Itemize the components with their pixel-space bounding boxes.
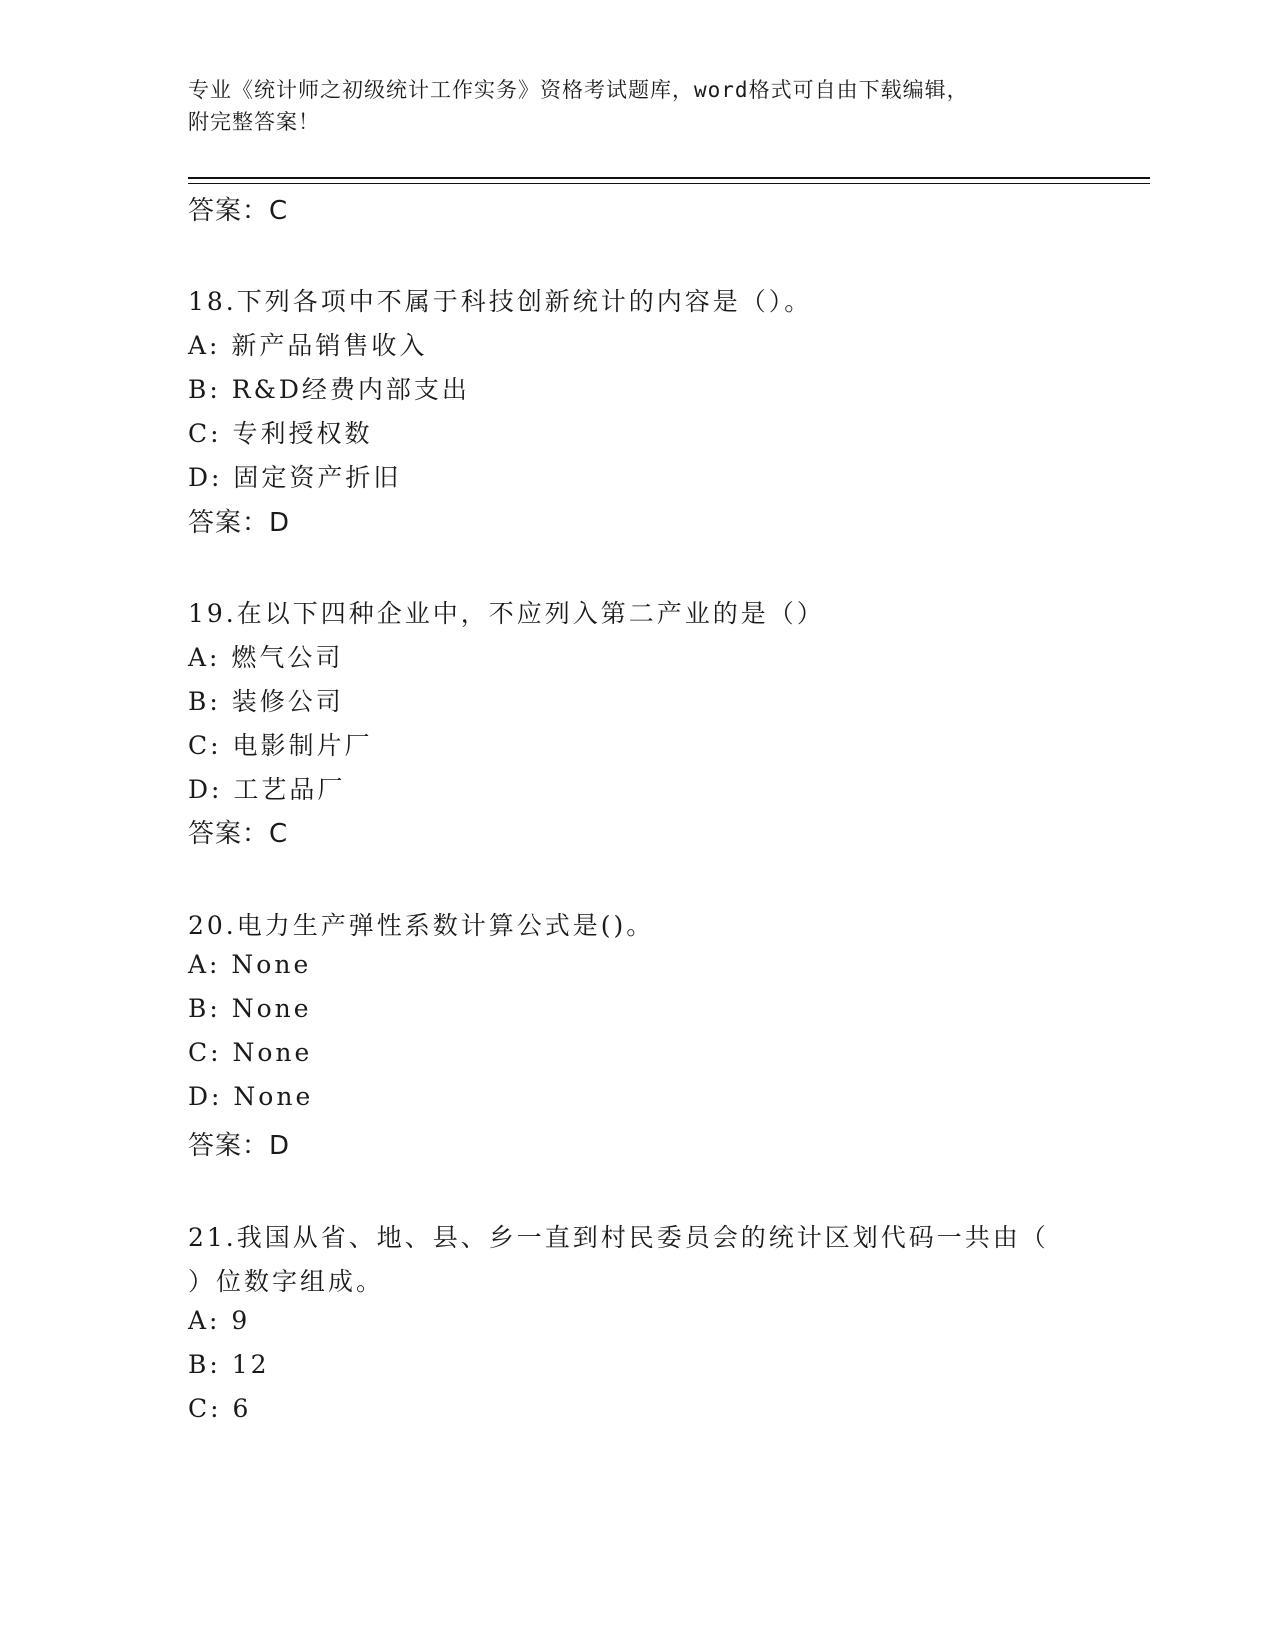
- question-stem-20: 20.电力生产弹性系数计算公式是()。: [188, 911, 655, 940]
- option-19-d: D: 工艺品厂: [188, 775, 346, 804]
- option-21-c: C: 6: [188, 1394, 252, 1423]
- answer-20: 答案：D: [188, 1131, 291, 1161]
- option-21-b: B: 12: [188, 1350, 270, 1379]
- option-18-c: C: 专利授权数: [188, 419, 373, 448]
- option-18-b: B: R&D经费内部支出: [188, 375, 470, 404]
- question-stem-21-line-2: ）位数字组成。: [188, 1267, 385, 1296]
- answer-19: 答案：C: [188, 819, 289, 849]
- question-stem-21-line-1: 21.我国从省、地、县、乡一直到村民委员会的统计区划代码一共由（: [188, 1223, 1049, 1252]
- option-18-d: D: 固定资产折旧: [188, 463, 402, 492]
- header-line-1: 专业《统计师之初级统计工作实务》资格考试题库，word格式可自由下载编辑，: [188, 78, 969, 102]
- document-header: [188, 74, 1088, 138]
- option-19-c: C: 电影制片厂: [188, 731, 373, 760]
- answer-18: 答案：D: [188, 508, 291, 538]
- option-18-a: A: 新产品销售收入: [188, 331, 428, 360]
- option-20-b: B: None: [188, 994, 312, 1023]
- option-20-c: C: None: [188, 1038, 313, 1067]
- previous-answer: 答案：C: [188, 196, 289, 226]
- question-stem-19: 19.在以下四种企业中，不应列入第二产业的是（）: [188, 599, 825, 628]
- header-divider-thick: [188, 177, 1150, 179]
- header-line-2: 附完整答案！: [188, 110, 320, 134]
- header-divider-thin: [188, 183, 1150, 184]
- option-19-b: B: 装修公司: [188, 687, 344, 716]
- option-21-a: A: 9: [188, 1306, 251, 1335]
- option-20-a: A: None: [188, 950, 312, 979]
- question-stem-18: 18.下列各项中不属于科技创新统计的内容是（）。: [188, 287, 813, 316]
- option-20-d: D: None: [188, 1082, 314, 1111]
- option-19-a: A: 燃气公司: [188, 643, 344, 672]
